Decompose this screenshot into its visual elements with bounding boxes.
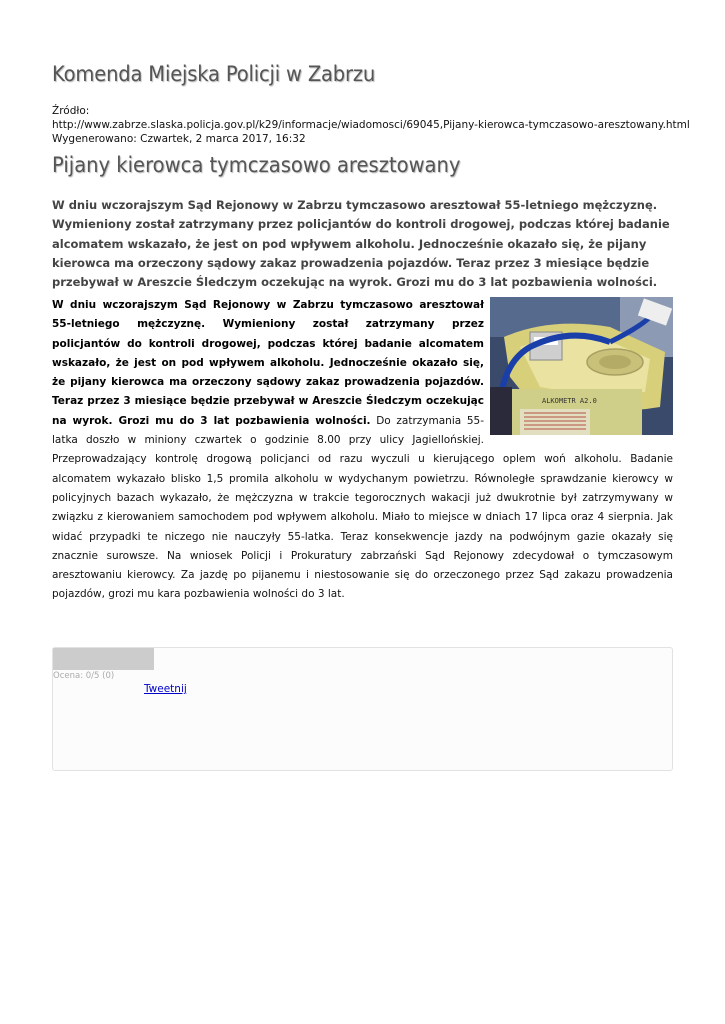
article-title: Pijany kierowca tymczasowo aresztowany: [52, 153, 461, 177]
article-body: [52, 296, 673, 605]
tweet-link[interactable]: Tweetnij: [144, 683, 187, 695]
article-lead: W dniu wczorajszym Sąd Rejonowy w Zabrzu tymczasowo aresztował 55-letniego mężczyznę. Wymieniony został zatrzymany przez policjantów do kontroli drogowej, podczas której badanie alcomatem wskazało, że jest on pod wpływem alkoholu. Jednocześnie okazało się, że pijany kierowca ma orzeczony sądowy zakaz prowadzenia pojazdów. Teraz przez 3 miesiące będzie przebywał w Areszcie Śledczym oczekując na wyrok. Grozi mu do 3 lat pozbawienia wolności.: [52, 198, 670, 290]
rating-stars[interactable]: [53, 648, 154, 670]
rating-label: Ocena: 0/5 (0): [53, 671, 115, 681]
photo-device-label: ALKOMETR A2.0: [542, 397, 597, 405]
source-label: Źródło:: [52, 105, 90, 117]
generated-date: Wygenerowano: Czwartek, 2 marca 2017, 16:32: [52, 133, 306, 145]
breathalyzer-photo: [490, 297, 673, 435]
article-text-regular: Do zatrzymania 55-latka doszło w miniony czwartek o godzinie 8.00 przy ulicy Jagiellońskiej. Przeprowadzający kontrolę drogową policjanci od razu wyczuli u kierującego oplem woń alkoholu. Badanie alcomatem wykazało blisko 1,5 promila alkoholu w wydychanym powietrzu. Równoległe sprawdzanie kierowcy w policyjnych bazach wykazało, że mężczyzna w trakcie tegorocznych wakacji już dwukrotnie był zatrzymywany w związku z kierowaniem samochodem pod wpływem alkoholu. Miało to miejsce w dniach 17 lipca oraz 4 sierpnia. Jak widać przypadki te niczego nie nauczyły 55-latka. Teraz konsekwencje jazdy na podwójnym gazie okazały się znacznie surowsze. Na wniosek Policji i Prokuratury zabrzański Sąd Rejonowy zdecydował o tymczasowym aresztowaniu kierowcy. Za jazdę po pijanemu i niestosowanie się do orzeczonego przez Sąd zakazu prowadzenia pojazdów, grozi mu kara pozbawienia wolności do 3 lat.: [52, 414, 673, 601]
source-url: http://www.zabrze.slaska.policja.gov.pl/k29/informacje/wiadomosci/69045,Pijany-kierowca-tymczasowo-aresztowany.html: [52, 119, 690, 131]
site-title: Komenda Miejska Policji w Zabrzu: [52, 62, 376, 86]
source-meta: [52, 104, 690, 146]
rating-box: [52, 647, 673, 771]
article-text-bold: W dniu wczorajszym Sąd Rejonowy w Zabrzu tymczasowo aresztował 55-letniego mężczyznę. Wymieniony został zatrzymany przez policjantów do kontroli drogowej, podczas której badanie alcomatem wskazało, że jest on pod wpływem alkoholu. Jednocześnie okazało się, że pijany kierowca ma orzeczony sądowy zakaz prowadzenia pojazdów. Teraz przez 3 miesiące będzie przebywał w Areszcie Śledczym oczekując na wyrok. Grozi mu do 3 lat pozbawienia wolności.: [52, 299, 484, 427]
